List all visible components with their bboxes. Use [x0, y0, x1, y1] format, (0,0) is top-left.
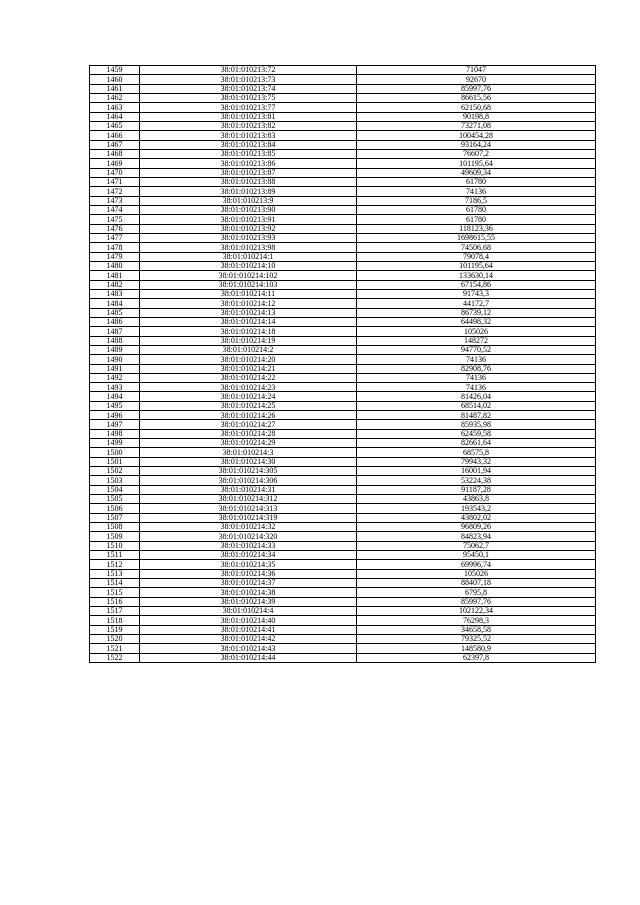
- value-cell: 68514,02: [357, 401, 596, 410]
- table-row: [90, 299, 596, 308]
- table-row: [90, 476, 596, 485]
- value-cell: 74136: [357, 187, 596, 196]
- cadastral-number-cell: 38:01:010214:42: [140, 635, 357, 644]
- table-row: [90, 551, 596, 560]
- table-row: [90, 355, 596, 364]
- table-row: [90, 401, 596, 410]
- table-row: [90, 159, 596, 168]
- cadastral-number-cell: 38:01:010214:20: [140, 355, 357, 364]
- value-cell: 61780: [357, 177, 596, 186]
- table-row: [90, 84, 596, 93]
- table-row: [90, 625, 596, 634]
- table-row: [90, 66, 596, 75]
- table-row: [90, 336, 596, 345]
- cadastral-number-cell: 38:01:010214:44: [140, 653, 357, 662]
- cadastral-number-cell: 38:01:010214:37: [140, 579, 357, 588]
- value-cell: 101195,64: [357, 261, 596, 270]
- table-row: [90, 411, 596, 420]
- cadastral-number-cell: 38:01:010214:1: [140, 252, 357, 261]
- table-row: [90, 224, 596, 233]
- cadastral-number-cell: 38:01:010213:89: [140, 187, 357, 196]
- value-cell: 62397,8: [357, 653, 596, 662]
- value-cell: 85997,76: [357, 84, 596, 93]
- value-cell: 82908,76: [357, 364, 596, 373]
- row-number-cell: 1477: [90, 233, 140, 242]
- table-row: [90, 513, 596, 522]
- table-row: [90, 504, 596, 513]
- value-cell: 86615,56: [357, 93, 596, 102]
- row-number-cell: 1482: [90, 280, 140, 289]
- table-row: [90, 308, 596, 317]
- value-cell: 81487,82: [357, 411, 596, 420]
- value-cell: 93164,24: [357, 140, 596, 149]
- value-cell: 85997,76: [357, 597, 596, 606]
- cadastral-number-cell: 38:01:010214:31: [140, 485, 357, 494]
- cadastral-number-cell: 38:01:010213:86: [140, 159, 357, 168]
- value-cell: 79078,4: [357, 252, 596, 261]
- row-number-cell: 1461: [90, 84, 140, 93]
- table-row: [90, 205, 596, 214]
- value-cell: 69996,74: [357, 560, 596, 569]
- cadastral-number-cell: 38:01:010214:33: [140, 541, 357, 550]
- row-number-cell: 1467: [90, 140, 140, 149]
- table-row: [90, 121, 596, 130]
- value-cell: 53224,38: [357, 476, 596, 485]
- row-number-cell: 1476: [90, 224, 140, 233]
- value-cell: 49609,34: [357, 168, 596, 177]
- cadastral-number-cell: 38:01:010213:83: [140, 131, 357, 140]
- value-cell: 148580,9: [357, 644, 596, 653]
- row-number-cell: 1468: [90, 149, 140, 158]
- value-cell: 88407,18: [357, 579, 596, 588]
- row-number-cell: 1479: [90, 252, 140, 261]
- table-row: [90, 616, 596, 625]
- cadastral-number-cell: 38:01:010214:26: [140, 411, 357, 420]
- table-row: [90, 569, 596, 578]
- value-cell: 101195,64: [357, 159, 596, 168]
- cadastral-number-cell: 38:01:010213:92: [140, 224, 357, 233]
- cadastral-number-cell: 38:01:010214:320: [140, 532, 357, 541]
- cadastral-number-cell: 38:01:010214:14: [140, 317, 357, 326]
- row-number-cell: 1500: [90, 448, 140, 457]
- row-number-cell: 1489: [90, 345, 140, 354]
- row-number-cell: 1512: [90, 560, 140, 569]
- cadastral-number-cell: 38:01:010214:103: [140, 280, 357, 289]
- row-number-cell: 1503: [90, 476, 140, 485]
- table-row: [90, 383, 596, 392]
- cadastral-number-cell: 38:01:010214:21: [140, 364, 357, 373]
- value-cell: 96809,26: [357, 523, 596, 532]
- table-row: [90, 196, 596, 205]
- cadastral-number-cell: 38:01:010214:32: [140, 523, 357, 532]
- table-row: [90, 252, 596, 261]
- table-row: [90, 289, 596, 298]
- cadastral-number-cell: 38:01:010214:35: [140, 560, 357, 569]
- value-cell: 81426,04: [357, 392, 596, 401]
- value-cell: 76607,2: [357, 149, 596, 158]
- cadastral-number-cell: 38:01:010214:28: [140, 429, 357, 438]
- cadastral-number-cell: 38:01:010213:73: [140, 75, 357, 84]
- cadastral-number-cell: 38:01:010213:90: [140, 205, 357, 214]
- value-cell: 85935,98: [357, 420, 596, 429]
- cadastral-number-cell: 38:01:010213:9: [140, 196, 357, 205]
- table-row: [90, 261, 596, 270]
- table-row: [90, 541, 596, 550]
- cadastral-number-cell: 38:01:010214:29: [140, 439, 357, 448]
- cadastral-number-cell: 38:01:010214:10: [140, 261, 357, 270]
- cadastral-number-cell: 38:01:010214:23: [140, 383, 357, 392]
- cadastral-number-cell: 38:01:010214:41: [140, 625, 357, 634]
- table-row: [90, 653, 596, 662]
- value-cell: 76298,3: [357, 616, 596, 625]
- value-cell: 16001,94: [357, 467, 596, 476]
- row-number-cell: 1462: [90, 93, 140, 102]
- cadastral-number-cell: 38:01:010214:11: [140, 289, 357, 298]
- value-cell: 73271,08: [357, 121, 596, 130]
- row-number-cell: 1513: [90, 569, 140, 578]
- cadastral-number-cell: 38:01:010214:4: [140, 607, 357, 616]
- value-cell: 118123,36: [357, 224, 596, 233]
- cadastral-number-cell: 38:01:010214:40: [140, 616, 357, 625]
- row-number-cell: 1463: [90, 103, 140, 112]
- value-cell: 68575,8: [357, 448, 596, 457]
- cadastral-number-cell: 38:01:010214:36: [140, 569, 357, 578]
- row-number-cell: 1464: [90, 112, 140, 121]
- value-cell: 71047: [357, 66, 596, 75]
- table-row: [90, 149, 596, 158]
- table-row: [90, 327, 596, 336]
- cadastral-number-cell: 38:01:010214:2: [140, 345, 357, 354]
- value-cell: 74136: [357, 383, 596, 392]
- value-cell: 7186,5: [357, 196, 596, 205]
- table-row: [90, 420, 596, 429]
- table-row: [90, 243, 596, 252]
- table-row: [90, 168, 596, 177]
- row-number-cell: 1481: [90, 271, 140, 280]
- row-number-cell: 1491: [90, 364, 140, 373]
- value-cell: 67154,86: [357, 280, 596, 289]
- table-row: [90, 187, 596, 196]
- cadastral-number-cell: 38:01:010213:77: [140, 103, 357, 112]
- row-number-cell: 1495: [90, 401, 140, 410]
- table-row: [90, 140, 596, 149]
- row-number-cell: 1492: [90, 373, 140, 382]
- table-row: [90, 364, 596, 373]
- value-cell: 100454,28: [357, 131, 596, 140]
- row-number-cell: 1475: [90, 215, 140, 224]
- table-row: [90, 532, 596, 541]
- table-row: [90, 373, 596, 382]
- cadastral-number-cell: 38:01:010213:81: [140, 112, 357, 121]
- cadastral-number-cell: 38:01:010213:98: [140, 243, 357, 252]
- value-cell: 148272: [357, 336, 596, 345]
- value-cell: 94770,52: [357, 345, 596, 354]
- row-number-cell: 1502: [90, 467, 140, 476]
- table-row: [90, 485, 596, 494]
- cadastral-number-cell: 38:01:010213:91: [140, 215, 357, 224]
- value-cell: 91187,28: [357, 485, 596, 494]
- value-cell: 74506,68: [357, 243, 596, 252]
- row-number-cell: 1521: [90, 644, 140, 653]
- cadastral-number-cell: 38:01:010213:88: [140, 177, 357, 186]
- value-cell: 133630,14: [357, 271, 596, 280]
- cadastral-number-cell: 38:01:010213:82: [140, 121, 357, 130]
- table-row: [90, 439, 596, 448]
- value-cell: 90198,8: [357, 112, 596, 121]
- row-number-cell: 1460: [90, 75, 140, 84]
- row-number-cell: 1511: [90, 551, 140, 560]
- value-cell: 43863,8: [357, 495, 596, 504]
- row-number-cell: 1478: [90, 243, 140, 252]
- cadastral-number-cell: 38:01:010214:319: [140, 513, 357, 522]
- row-number-cell: 1484: [90, 299, 140, 308]
- value-cell: 44172,7: [357, 299, 596, 308]
- row-number-cell: 1522: [90, 653, 140, 662]
- row-number-cell: 1516: [90, 597, 140, 606]
- row-number-cell: 1519: [90, 625, 140, 634]
- row-number-cell: 1505: [90, 495, 140, 504]
- cadastral-number-cell: 38:01:010214:38: [140, 588, 357, 597]
- value-cell: 61780: [357, 215, 596, 224]
- row-number-cell: 1498: [90, 429, 140, 438]
- value-cell: 79943,32: [357, 457, 596, 466]
- table-row: [90, 579, 596, 588]
- value-cell: 102122,34: [357, 607, 596, 616]
- cadastral-number-cell: 38:01:010213:93: [140, 233, 357, 242]
- table-row: [90, 635, 596, 644]
- table-row: [90, 75, 596, 84]
- row-number-cell: 1493: [90, 383, 140, 392]
- value-cell: 74136: [357, 373, 596, 382]
- table-row: [90, 233, 596, 242]
- table-row: [90, 588, 596, 597]
- cadastral-value-table: [89, 65, 596, 663]
- row-number-cell: 1514: [90, 579, 140, 588]
- row-number-cell: 1506: [90, 504, 140, 513]
- row-number-cell: 1473: [90, 196, 140, 205]
- value-cell: 61780: [357, 205, 596, 214]
- cadastral-number-cell: 38:01:010214:24: [140, 392, 357, 401]
- value-cell: 34658,58: [357, 625, 596, 634]
- row-number-cell: 1480: [90, 261, 140, 270]
- row-number-cell: 1496: [90, 411, 140, 420]
- table-row: [90, 467, 596, 476]
- table-row: [90, 448, 596, 457]
- table-row: [90, 280, 596, 289]
- value-cell: 64498,32: [357, 317, 596, 326]
- table-row: [90, 644, 596, 653]
- table-row: [90, 345, 596, 354]
- cadastral-number-cell: 38:01:010214:39: [140, 597, 357, 606]
- table-row: [90, 429, 596, 438]
- value-cell: 82661,64: [357, 439, 596, 448]
- table-row: [90, 597, 596, 606]
- table-row: [90, 607, 596, 616]
- table-row: [90, 112, 596, 121]
- value-cell: 105026: [357, 327, 596, 336]
- value-cell: 86739,12: [357, 308, 596, 317]
- value-cell: 43802,02: [357, 513, 596, 522]
- row-number-cell: 1501: [90, 457, 140, 466]
- cadastral-number-cell: 38:01:010214:19: [140, 336, 357, 345]
- row-number-cell: 1490: [90, 355, 140, 364]
- value-cell: 6795,8: [357, 588, 596, 597]
- table-row: [90, 271, 596, 280]
- row-number-cell: 1486: [90, 317, 140, 326]
- row-number-cell: 1488: [90, 336, 140, 345]
- row-number-cell: 1508: [90, 523, 140, 532]
- value-cell: 193543,2: [357, 504, 596, 513]
- cadastral-number-cell: 38:01:010214:312: [140, 495, 357, 504]
- table-row: [90, 457, 596, 466]
- table-row: [90, 103, 596, 112]
- row-number-cell: 1515: [90, 588, 140, 597]
- cadastral-number-cell: 38:01:010214:313: [140, 504, 357, 513]
- table-row: [90, 392, 596, 401]
- value-cell: 91743,3: [357, 289, 596, 298]
- cadastral-number-cell: 38:01:010214:30: [140, 457, 357, 466]
- row-number-cell: 1510: [90, 541, 140, 550]
- row-number-cell: 1472: [90, 187, 140, 196]
- table-row: [90, 523, 596, 532]
- table-row: [90, 131, 596, 140]
- row-number-cell: 1474: [90, 205, 140, 214]
- row-number-cell: 1509: [90, 532, 140, 541]
- cadastral-number-cell: 38:01:010214:34: [140, 551, 357, 560]
- cadastral-number-cell: 38:01:010214:25: [140, 401, 357, 410]
- cadastral-number-cell: 38:01:010213:74: [140, 84, 357, 93]
- cadastral-number-cell: 38:01:010214:18: [140, 327, 357, 336]
- cadastral-number-cell: 38:01:010214:3: [140, 448, 357, 457]
- table-row: [90, 215, 596, 224]
- row-number-cell: 1471: [90, 177, 140, 186]
- cadastral-number-cell: 38:01:010213:85: [140, 149, 357, 158]
- cadastral-number-cell: 38:01:010213:84: [140, 140, 357, 149]
- row-number-cell: 1518: [90, 616, 140, 625]
- cadastral-number-cell: 38:01:010214:43: [140, 644, 357, 653]
- row-number-cell: 1487: [90, 327, 140, 336]
- row-number-cell: 1499: [90, 439, 140, 448]
- value-cell: 95450,1: [357, 551, 596, 560]
- value-cell: 75062,7: [357, 541, 596, 550]
- cadastral-number-cell: 38:01:010214:22: [140, 373, 357, 382]
- row-number-cell: 1459: [90, 66, 140, 75]
- table-row: [90, 495, 596, 504]
- value-cell: 79325,52: [357, 635, 596, 644]
- row-number-cell: 1466: [90, 131, 140, 140]
- cadastral-number-cell: 38:01:010214:305: [140, 467, 357, 476]
- value-cell: 62459,58: [357, 429, 596, 438]
- table-row: [90, 317, 596, 326]
- row-number-cell: 1520: [90, 635, 140, 644]
- cadastral-number-cell: 38:01:010213:72: [140, 66, 357, 75]
- row-number-cell: 1483: [90, 289, 140, 298]
- cadastral-number-cell: 38:01:010214:306: [140, 476, 357, 485]
- row-number-cell: 1494: [90, 392, 140, 401]
- value-cell: 84823,94: [357, 532, 596, 541]
- value-cell: 105026: [357, 569, 596, 578]
- row-number-cell: 1470: [90, 168, 140, 177]
- row-number-cell: 1504: [90, 485, 140, 494]
- cadastral-number-cell: 38:01:010214:13: [140, 308, 357, 317]
- value-cell: 1698615,55: [357, 233, 596, 242]
- table-row: [90, 177, 596, 186]
- cadastral-number-cell: 38:01:010214:12: [140, 299, 357, 308]
- table-row: [90, 560, 596, 569]
- value-cell: 74136: [357, 355, 596, 364]
- row-number-cell: 1517: [90, 607, 140, 616]
- cadastral-number-cell: 38:01:010214:27: [140, 420, 357, 429]
- row-number-cell: 1465: [90, 121, 140, 130]
- row-number-cell: 1469: [90, 159, 140, 168]
- row-number-cell: 1507: [90, 513, 140, 522]
- cadastral-number-cell: 38:01:010213:75: [140, 93, 357, 102]
- table-row: [90, 93, 596, 102]
- value-cell: 92670: [357, 75, 596, 84]
- table-body: [90, 66, 596, 663]
- cadastral-number-cell: 38:01:010214:102: [140, 271, 357, 280]
- value-cell: 62150,68: [357, 103, 596, 112]
- row-number-cell: 1497: [90, 420, 140, 429]
- row-number-cell: 1485: [90, 308, 140, 317]
- cadastral-number-cell: 38:01:010213:87: [140, 168, 357, 177]
